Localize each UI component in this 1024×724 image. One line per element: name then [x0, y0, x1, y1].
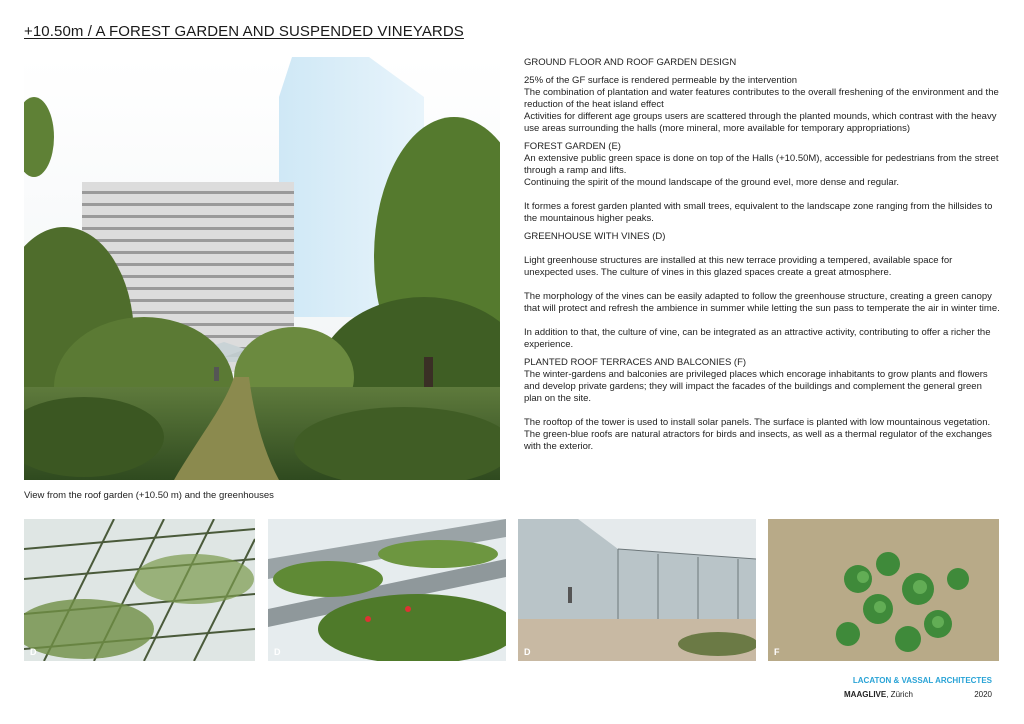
- section-heading-terraces: PLANTED ROOF TERRACES AND BALCONIES (F): [524, 357, 747, 368]
- credit-firm: LACATON & VASSAL ARCHITECTES: [852, 676, 992, 685]
- terraces-paragraph-2: The rooftop of the tower is used to install solar panels. The surface is planted with low mountainous vegetation.: [524, 417, 991, 428]
- greenhouse-paragraph-3: In addition to that, the culture of vine, can be integrated as an attractive activity, contributing to offer a richer the experience.: [524, 327, 991, 350]
- photo-label-2: D: [274, 647, 281, 657]
- photo-greenhouse-interior: [518, 519, 756, 661]
- photo-sedum-roof: [768, 519, 999, 661]
- photo-label-3: D: [524, 647, 531, 657]
- credit-year: 2020: [974, 690, 992, 699]
- credit-project: MAAGLIVE: [844, 690, 887, 699]
- terraces-paragraph-3: The green-blue roofs are natural atractors for birds and insects, as well as a thermal regulator of the exchanges with the exterior.: [524, 429, 992, 452]
- section-heading-greenhouse: GREENHOUSE WITH VINES (D): [524, 231, 666, 242]
- hero-caption: View from the roof garden (+10.50 m) and the greenhouses: [24, 490, 274, 501]
- photo-label-4: F: [774, 647, 780, 657]
- forest-paragraph-1: An extensive public green space is done on top of the Halls (+10.50M), accessible for pedestrians from the street through a ramp and lifts.: [524, 153, 999, 176]
- ground-paragraph-3: Activities for different age groups users are scattered through the planted mounds, which contrast with the heavy use areas surrounding the halls (more mineral, more available for temporary appropriations): [524, 111, 997, 134]
- photo-vine-canopy: [24, 519, 255, 661]
- credit-line: [844, 690, 992, 699]
- page-title: +10.50m / A FOREST GARDEN AND SUSPENDED VINEYARDS: [24, 23, 464, 40]
- section-heading-ground: GROUND FLOOR AND ROOF GARDEN DESIGN: [524, 57, 737, 68]
- section-heading-forest: FOREST GARDEN (E): [524, 141, 621, 152]
- ground-paragraph-2: The combination of plantation and water features contributes to the overall freshening of the environment and the reduction of the heat island effect: [524, 87, 999, 110]
- forest-paragraph-2: Continuing the spirit of the mound landscape of the ground evel, more dense and regular.: [524, 177, 899, 188]
- hero-image: [24, 57, 500, 480]
- credit-city: , Zürich: [886, 690, 913, 699]
- photo-label-1: D: [30, 647, 37, 657]
- greenhouse-paragraph-1: Light greenhouse structures are installed at this new terrace providing a tempered, available space for unexpected uses. The culture of vines in this glazed spaces create a great atmosphere.: [524, 255, 953, 278]
- forest-paragraph-3: It formes a forest garden planted with small trees, equivalent to the landscape zone ranging from the hillsides to the mountainous higher peaks.: [524, 201, 993, 224]
- photo-vertical-planters: [268, 519, 506, 661]
- ground-paragraph-1: 25% of the GF surface is rendered permeable by the intervention: [524, 75, 798, 86]
- text-column: [524, 57, 1000, 453]
- terraces-paragraph-1: The winter-gardens and balconies are privileged places which encorage inhabitants to grow plants and flowers and develop private gardens; they will impact the facades of the buildings and complement the general green plan on the site.: [524, 369, 988, 404]
- greenhouse-paragraph-2: The morphology of the vines can be easily adapted to follow the greenhouse structure, creating a green canopy that will protect and refresh the ambience in summer while letting the sun pass to temperate the air in winter time.: [524, 291, 1000, 314]
